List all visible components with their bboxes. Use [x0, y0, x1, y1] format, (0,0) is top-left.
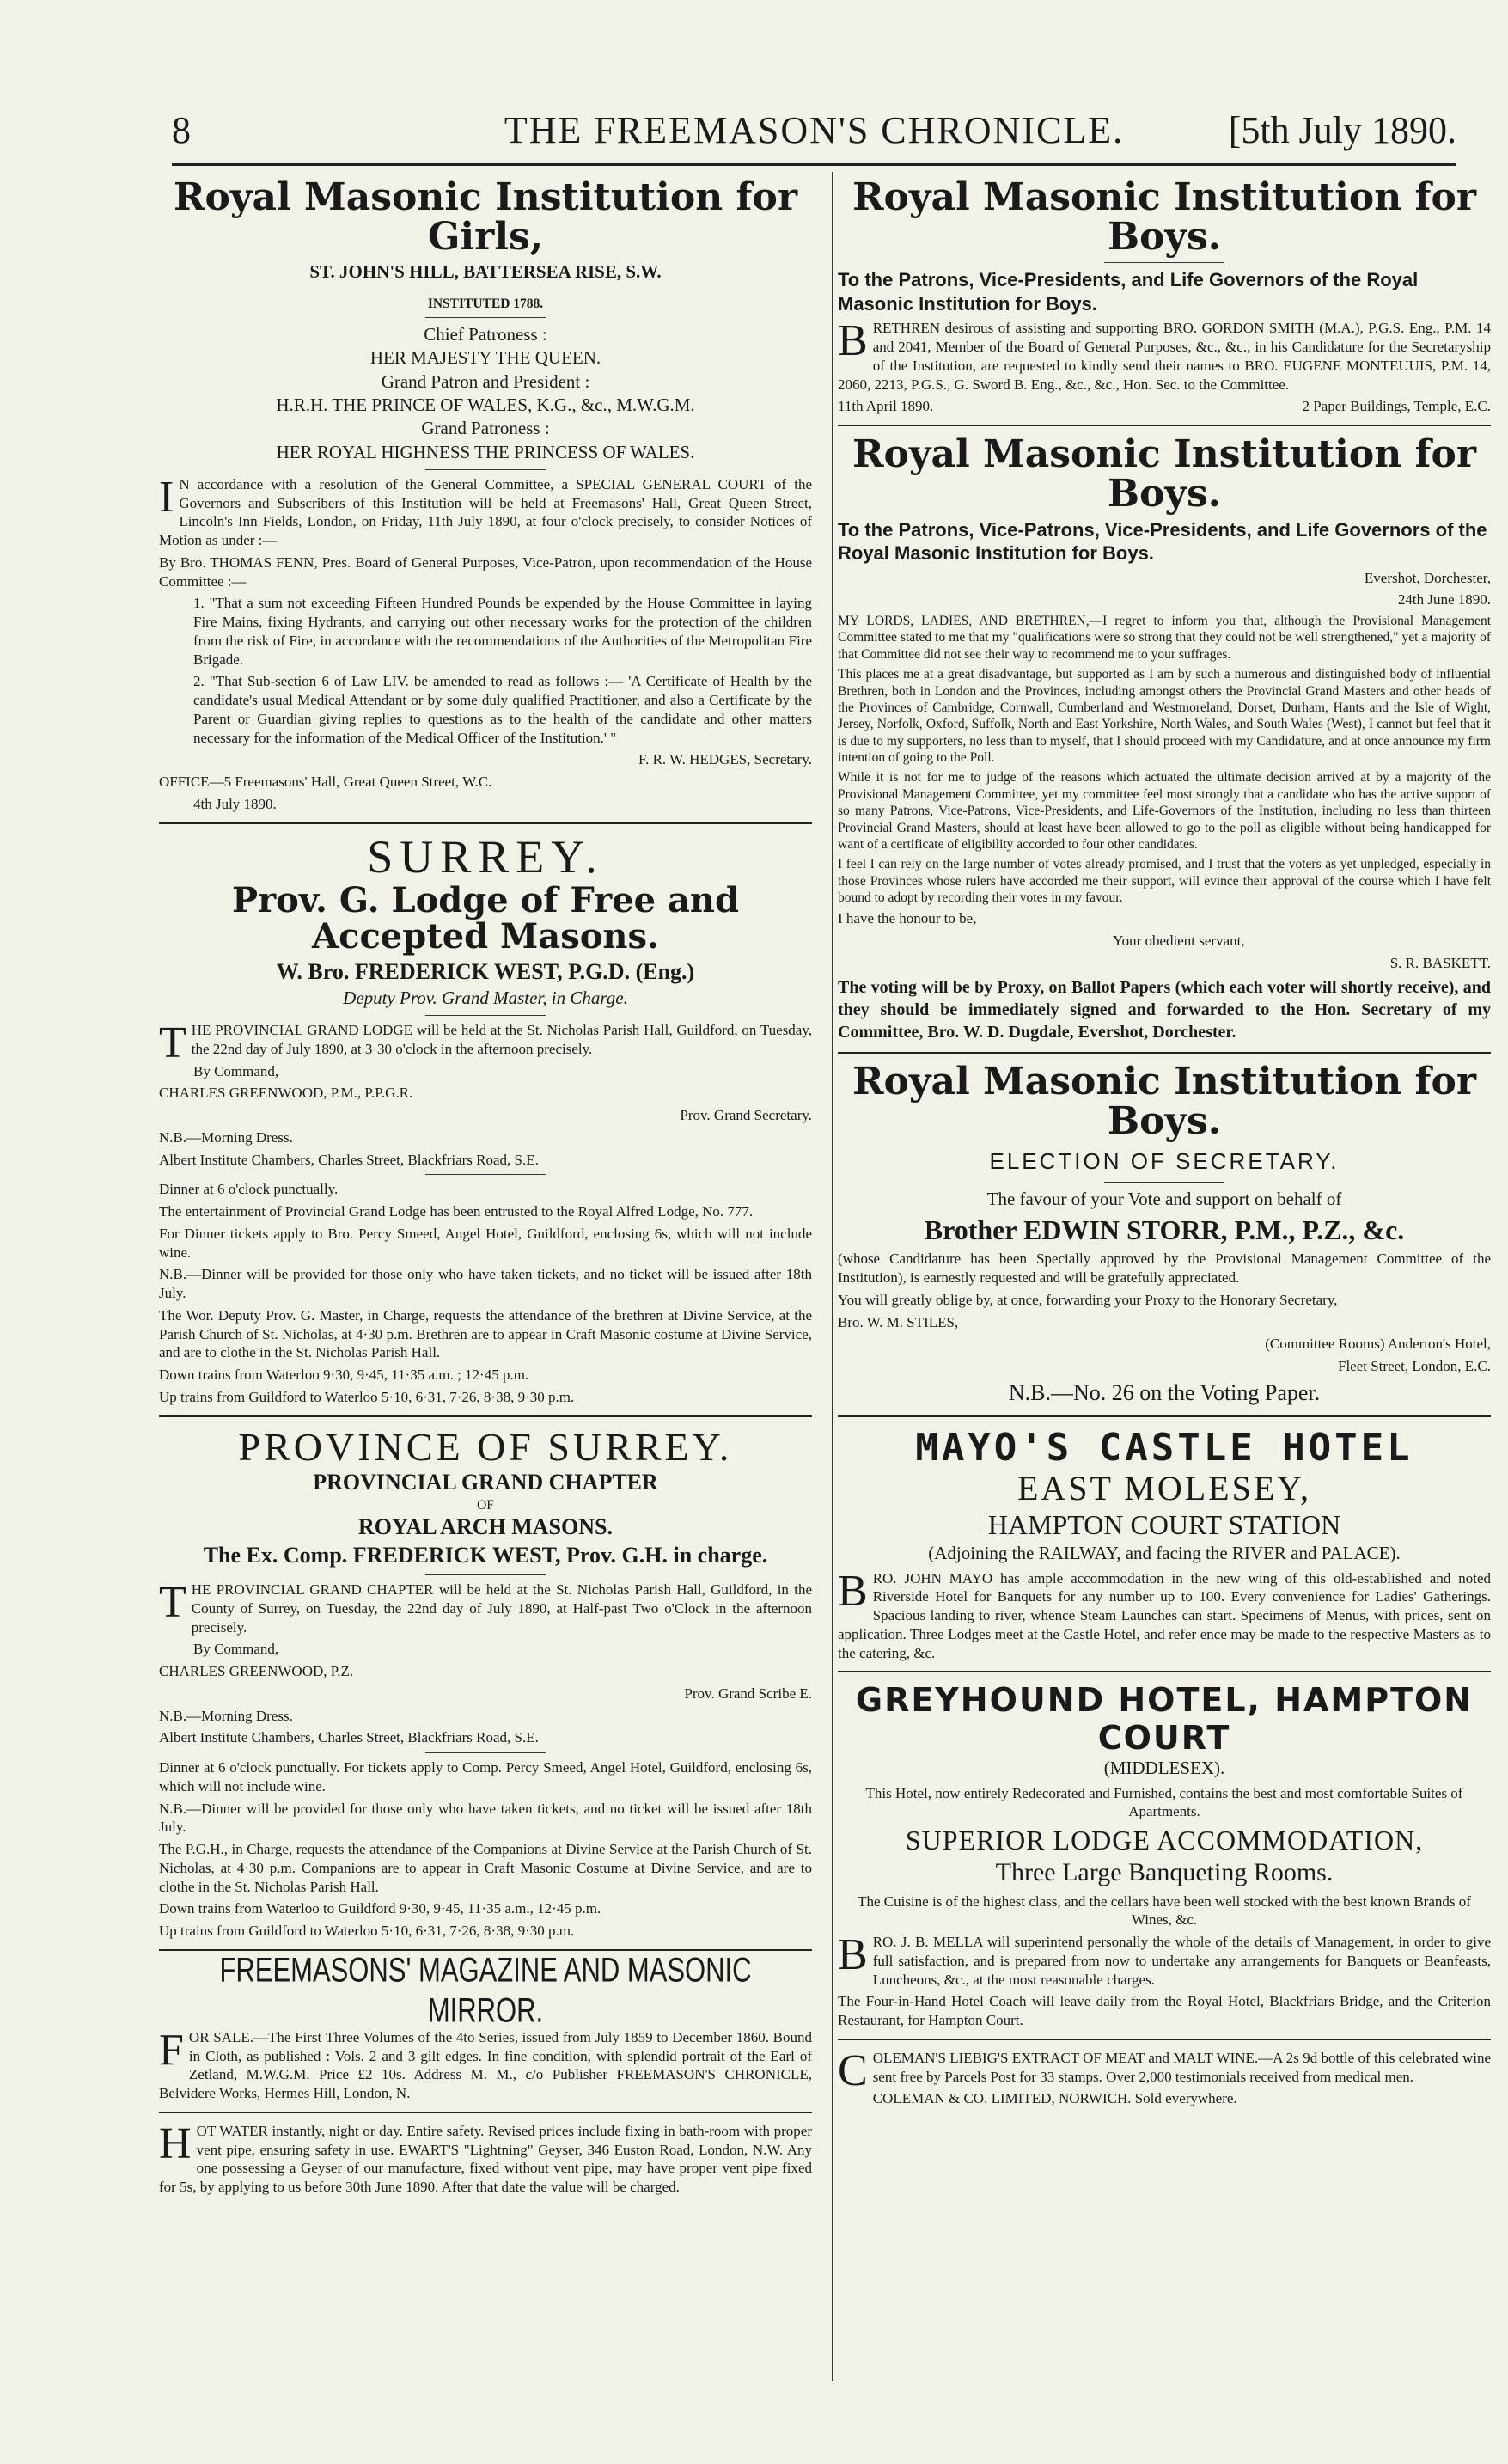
- greyhound-title: GREYHOUND HOTEL, HAMPTON COURT: [855, 1681, 1474, 1758]
- divider: [425, 1574, 546, 1575]
- chapter-up-trains: Up trains from Guildford to Waterloo 5·10, 6·31, 7·26, 8·38, 9·30 p.m.: [159, 1923, 575, 1940]
- boys-storr-notice: [838, 1059, 1491, 1408]
- hot-water-ad: [159, 2119, 812, 2197]
- boys1-footer: [838, 397, 1491, 416]
- girls-motion-intro: By Bro. THOMAS FENN, Pres. Board of General Purposes, Vice-Patron, upon recommendation of the House Committee :—: [159, 553, 812, 590]
- boys1-address: To the Patrons, Vice-Presidents, and Life Governors of the Royal Masonic Institution for Boys.: [838, 269, 1419, 315]
- column-divider: [832, 172, 833, 2381]
- mayo-station: HAMPTON COURT STATION: [987, 1509, 1341, 1541]
- chapter-service: The P.G.H., in Charge, requests the attendance of the Companions at Divine Service at the Parish Church of St. Nicholas, at 4·30 p.m. Companions are to appear in Craft Masonic Costume at Divine Service, and are to clothe in the St. Nicholas Parish Hall.: [159, 1841, 812, 1895]
- boys1-date: 11th April 1890.: [838, 398, 934, 415]
- coleman-firm: COLEMAN & CO. LIMITED, NORWICH. Sold everywhere.: [872, 2090, 1237, 2107]
- boys2-close1: I have the honour to be,: [838, 910, 977, 927]
- greyhound-hotel-ad: [838, 1681, 1491, 2030]
- magazine-ad: [159, 1949, 812, 2103]
- surrey-up-trains: Up trains from Guildford to Waterloo 5·10, 6·31, 7·26, 8·38, 9·30 p.m.: [159, 1388, 575, 1405]
- girls-signature: F. R. W. HEDGES, Secretary.: [638, 751, 812, 768]
- greyhound-cuisine: The Cuisine is of the highest class, and the cellars have been well stocked with the best known Brands of Wines, &c.: [858, 1892, 1471, 1929]
- divider: [159, 2112, 812, 2113]
- mayo-body: BRO. JOHN MAYO has ample accommodation in the new wing of this old-established and noted Riverside Hotel for Banquets for any number up to 100. Every convenience for Ladies' Gatherings. Spacious landing to river, whence Steam Launches can start. Specimens of Menus, with prices, sent on application. Three Lodges meet at the Castle Hotel, and refer ence may be made to the respective Masters as to the catering, &c.: [838, 1566, 1491, 1661]
- surrey-chapter-notice: [159, 1426, 812, 1941]
- issue-date: [5th July 1890.: [1228, 109, 1456, 151]
- mayo-place: EAST MOLESEY,: [1017, 1469, 1311, 1508]
- president: H.R.H. THE PRINCE OF WALES, K.G., &c., M.W.G.M.: [276, 394, 695, 415]
- boys2-title: Royal Masonic Institution for Boys.: [852, 432, 1477, 517]
- page-number: 8: [172, 109, 191, 151]
- boys3-brother: Brother EDWIN STORR, P.M., P.Z., &c.: [924, 1214, 1405, 1246]
- girls-title: Royal Masonic Institution for Girls,: [173, 176, 798, 260]
- boys1-title: Royal Masonic Institution for Boys.: [852, 176, 1477, 260]
- boys2-date: 24th June 1890.: [1397, 591, 1491, 608]
- chapter-scribe-title: Prov. Grand Scribe E.: [684, 1684, 812, 1702]
- divider: [425, 469, 546, 470]
- chapter-heading: PROVINCE OF SURREY.: [238, 1424, 733, 1469]
- chapter-command: By Command,: [193, 1641, 279, 1658]
- boys3-election: ELECTION OF SECRETARY.: [989, 1148, 1340, 1174]
- chapter-down-trains: Down trains from Waterloo to Guildford 9·30, 9·45, 11·35 a.m., 12·45 p.m.: [159, 1900, 601, 1917]
- girls-office-date: 4th July 1890.: [193, 795, 277, 812]
- surrey-dress: N.B.—Morning Dress.: [159, 1128, 293, 1146]
- surrey-service: The Wor. Deputy Prov. G. Master, in Charge, requests the attendance of the brethren at Divine Service, at the Parish Church of St. Nicholas, at 4·30 p.m. Brethren are to appear in Craft Masonic costume at Divine Service, and are to clothe in the St. Nicholas Parish Hall.: [159, 1306, 812, 1361]
- surrey-command: By Command,: [193, 1062, 279, 1079]
- chapter-dinner: Dinner at 6 o'clock punctually. For tickets apply to Comp. Percy Smeed, Angel Hotel, Guildford, enclosing 6s, which will not include wine.: [159, 1759, 812, 1795]
- surrey-address: Albert Institute Chambers, Charles Street, Blackfriars Road, S.E.: [159, 1151, 539, 1168]
- boys2-para4: I feel I can rely on the large number of votes already promised, and I trust that the voters as yet unpledged, especially in those Provinces whose rulers have accorded me their support, will evince their approval of the course which I have felt bound to adopt by recording their votes in my favour.: [838, 857, 1491, 905]
- chapter-address: Albert Institute Chambers, Charles Street, Blackfriars Road, S.E.: [159, 1729, 539, 1746]
- surrey-entertainment: The entertainment of Provincial Grand Lodge has been entrusted to the Royal Alfred Lodge, No. 777.: [159, 1203, 754, 1220]
- greyhound-accommodation: SUPERIOR LODGE ACCOMMODATION,: [905, 1825, 1424, 1856]
- divider: [838, 2039, 1491, 2040]
- divider: [838, 1415, 1491, 1417]
- girls-address: ST. JOHN'S HILL, BATTERSEA RISE, S.W.: [309, 261, 662, 283]
- boys2-para3: While it is not for me to judge of the reasons which actuated the ultimate decision arrived at by a majority of the Provisional Management Committee, yet my committee feel most strongly that a candidate who has the active support of so many Patrons, Vice-Patrons, Vice-Presidents, and Life-Governors of the Institution, including no less than thirteen Provincial Grand Masters, should at least have been allowed to go to the poll as eligible without being handicapped for want of a certificate of eligibility accorded to four other candidates.: [838, 770, 1491, 852]
- divider: [1104, 1182, 1224, 1183]
- coleman-body: COLEMAN'S LIEBIG'S EXTRACT OF MEAT and MALT WINE.—A 2s 9d bottle of this celebrated wine sent free by Parcels Post for 33 stamps. Over 2,000 testimonials received from medical men.: [838, 2045, 1491, 2095]
- boys2-voting-note: The voting will be by Proxy, on Ballot Papers (which each voter will shortly receive), and they should be immediately signed and forwarded to the Hon. Secretary of my Committee, Bro. W. D. Dugdale, Evershot, Dorchester.: [838, 977, 1491, 1042]
- surrey-heading: SURREY.: [367, 830, 604, 883]
- surrey-down-trains: Down trains from Waterloo 9·30, 9·45, 11·35 a.m. ; 12·45 p.m.: [159, 1367, 529, 1384]
- divider: [425, 1015, 546, 1016]
- divider: [425, 1752, 546, 1753]
- boys2-address: To the Patrons, Vice-Patrons, Vice-Presidents, and Life Governors of the Royal Masonic Institution for Boys.: [838, 518, 1487, 564]
- mayo-adjoining: (Adjoining the RAILWAY, and facing the RIVER and PALACE).: [928, 1543, 1401, 1564]
- boys2-para2: This places me at a great disadvantage, but supported as I am by such a numerous and distinguished body of influential Brethren, both in London and the Provinces, including amongst others the Provincial Grand Masters and other heads of the Provinces of Cambridge, Cornwall, Cumberland and Westmoreland, Dorset, Durham, Hants and the Isle of Wight, Jersey, Norfolk, Oxford, Suffolk, North and East Yorkshire, North Wales, and South Wales (West), I cannot but feel that it is due to my supporters, no less than to myself, that I should proceed with my Candidature, and at once announce my firm intention of going to the Poll.: [838, 667, 1491, 765]
- surrey-dinner: Dinner at 6 o'clock punctually.: [159, 1181, 339, 1198]
- mayo-title: MAYO'S CASTLE HOTEL: [915, 1426, 1413, 1470]
- boys3-nb: N.B.—No. 26 on the Voting Paper.: [1008, 1379, 1321, 1405]
- grand-patroness-label: Grand Patroness :: [421, 418, 550, 439]
- boys-gordon-smith-notice: [838, 178, 1491, 416]
- magazine-heading: FREEMASONS' MAGAZINE AND MASONIC MIRROR.: [219, 1949, 752, 2030]
- boys2-close2: Your obedient servant,: [1113, 932, 1245, 950]
- girls-institution-notice: [159, 178, 812, 814]
- divider: [425, 1174, 546, 1175]
- divider: [838, 425, 1491, 426]
- grand-patroness: HER ROYAL HIGHNESS THE PRINCESS OF WALES.: [276, 441, 695, 462]
- chapter-companion: The Ex. Comp. FREDERICK WEST, Prov. G.H. in charge.: [203, 1542, 768, 1568]
- greyhound-coach: The Four-in-Hand Hotel Coach will leave daily from the Royal Hotel, Blackfriars Bridge, and the Criterion Restaurant, for Hampton Court.: [838, 1993, 1491, 2029]
- girls-office: OFFICE—5 Freemasons' Hall, Great Queen Street, W.C.: [159, 773, 492, 791]
- president-label: Grand Patron and President :: [381, 370, 590, 392]
- girls-body: IN accordance with a resolution of the General Committee, a SPECIAL GENERAL COURT of the Governors and Subscribers of this Institution will be held at Freemasons' Hall, Great Queen Street, Lincoln's Inn Fields, London, on Friday, 11th July 1890, at four o'clock precisely, to consider Notices of Motion as under :—: [159, 472, 812, 549]
- chapter-scribe: CHARLES GREENWOOD, P.Z.: [159, 1663, 354, 1680]
- divider: [1104, 262, 1224, 263]
- chapter-sub1: PROVINCIAL GRAND CHAPTER: [313, 1470, 658, 1495]
- patroness-label: Chief Patroness :: [424, 324, 547, 345]
- surrey-body: THE PROVINCIAL GRAND LODGE will be held at the St. Nicholas Parish Hall, Guildford, on Tuesday, the 22nd day of July 1890, at 3·30 o'clock in the afternoon precisely.: [159, 1018, 812, 1068]
- patroness: HER MAJESTY THE QUEEN.: [369, 347, 601, 369]
- chapter-dress: N.B.—Morning Dress.: [159, 1707, 293, 1724]
- boys1-place: 2 Paper Buildings, Temple, E.C.: [1302, 398, 1491, 415]
- boys3-bro: Bro. W. M. STILES,: [838, 1313, 959, 1330]
- surrey-secretary: CHARLES GREENWOOD, P.M., P.P.G.R.: [159, 1085, 413, 1102]
- chapter-sub2: ROYAL ARCH MASONS.: [358, 1514, 613, 1540]
- boys2-signature: S. R. BASKETT.: [1389, 954, 1491, 971]
- newspaper-title: THE FREEMASON'S CHRONICLE.: [504, 109, 1125, 151]
- surrey-tickets: For Dinner tickets apply to Bro. Percy Smeed, Angel Hotel, Guildford, enclosing 6s, which will not include wine.: [159, 1225, 812, 1261]
- divider: [159, 822, 812, 824]
- boys3-rooms: (Committee Rooms) Anderton's Hotel,: [1265, 1336, 1491, 1353]
- divider: [838, 1052, 1491, 1054]
- chapter-of: OF: [477, 1497, 494, 1513]
- boys3-body: (whose Candidature has been Specially approved by the Provisional Management Committee of the Institution), is earnestly requested and will be gratefully appreciated.: [838, 1250, 1491, 1287]
- boys3-title: Royal Masonic Institution for Boys.: [852, 1059, 1477, 1143]
- page-header: [172, 103, 1456, 166]
- surrey-blackletter: Prov. G. Lodge of Free and Accepted Masons.: [232, 880, 739, 957]
- surrey-secretary-title: Prov. Grand Secretary.: [680, 1107, 812, 1124]
- mayo-hotel-ad: [838, 1426, 1491, 1662]
- divider: [159, 1415, 812, 1417]
- surrey-lodge-notice: [159, 830, 812, 1407]
- boys3-body2: You will greatly oblige by, at once, forwarding your Proxy to the Honorary Secretary,: [838, 1291, 1338, 1308]
- surrey-deputy: Deputy Prov. Grand Master, in Charge.: [343, 987, 628, 1008]
- magazine-body: FOR SALE.—The First Three Volumes of the 4to Series, issued from July 1859 to December 1860. Bound in Cloth, as published : Vols. 2 and 3 gilt edges. In fine condition, with splendid portrait of the Earl of Zetland, M.W.G.M. Price £2 10s. Address M. M., c/o Publisher FREEMASON'S CHRONICLE, Belvidere Works, Hermes Hill, London, N.: [159, 2025, 812, 2102]
- right-column: [838, 176, 1491, 2342]
- divider: [425, 317, 546, 318]
- hot-water-body: HOT WATER instantly, night or day. Entire safety. Revised prices include fixing in bath-room with proper vent pipe, ensuring safety in use. EWART'S "Lightning" Geyser, 346 Euston Road, London, N.W. Any one possessing a Geyser of our manufacture, fixed without vent pipe, may have proper vent pipe fixed for 5s, by applying to us before 30th June 1890. After that date the value will be charged.: [159, 2119, 812, 2196]
- boys-baskett-notice: [838, 432, 1491, 1043]
- greyhound-mella: BRO. J. B. MELLA will superintend personally the whole of the details of Management, in order to give full satisfaction, and is prepared from now to undertake any arrangements for Banquets or Beanfeasts, Luncheons, &c., at the most reasonable charges.: [838, 1930, 1491, 1988]
- girls-motion-2: 2. "That Sub-section 6 of Law LIV. be amended to read as follows :— 'A Certificate of Health by the candidate's usual Medical Attendant or by some duly qualified Practitioner, and also a Certificate by the Parent or Guardian giving replies to questions as to the health of the candidate and other matters necessary for the information of the Medical Officer of the Institution.' ": [193, 673, 812, 746]
- surrey-master: W. Bro. FREDERICK WEST, P.G.D. (Eng.): [276, 959, 695, 985]
- greyhound-rooms: Three Large Banqueting Rooms.: [995, 1858, 1334, 1887]
- chapter-nb: N.B.—Dinner will be provided for those only who have taken tickets, and no ticket will be issued after 18th July.: [159, 1800, 812, 1836]
- coleman-ad: [838, 2045, 1491, 2108]
- boys3-street: Fleet Street, London, E.C.: [1337, 1358, 1491, 1375]
- boys1-body: BRETHREN desirous of assisting and supporting BRO. GORDON SMITH (M.A.), P.G.S. Eng., P.M. 14 and 2041, Member of the Board of General Purposes, &c., &c., in his Candidature for the Secretaryship of the Institution, are requested to kindly send their names to BRO. EUGENE MONTEUUIS, P.M. 14, 2060, 2213, P.G.S., G. Sword B. Eng., &c., &c., Hon. Sec. to the Committee.: [838, 316, 1491, 393]
- chapter-body: THE PROVINCIAL GRAND CHAPTER will be held at the St. Nicholas Parish Hall, Guildford, in the County of Surrey, on Tuesday, the 22nd day of July 1890, at Half-past Two o'Clock in the afternoon precisely.: [159, 1578, 812, 1636]
- greyhound-intro: This Hotel, now entirely Redecorated and Furnished, contains the best and most comfortable Suites of Apartments.: [865, 1784, 1463, 1820]
- girls-motion-1: 1. "That a sum not exceeding Fifteen Hundred Pounds be expended by the House Committee in laying Fire Mains, fixing Hydrants, and carrying out other necessary works for the protection of the children from the risk of Fire, in accordance with the recommendations of the Authorities of the Metropolitan Fire Brigade.: [193, 595, 812, 668]
- boys3-favour: The favour of your Vote and support on behalf of: [986, 1189, 1342, 1209]
- left-column: [159, 176, 812, 2376]
- girls-instituted: INSTITUTED 1788.: [427, 296, 544, 311]
- boys2-para1: MY LORDS, LADIES, AND BRETHREN,—I regret to inform you that, although the Provisional Management Committee stated to me that my "qualifications were so strong that they could not be well strengthened," yet a majority of that Committee did not see their way to recommend me to your suffrages.: [838, 614, 1491, 662]
- boys2-place: Evershot, Dorchester,: [1364, 569, 1491, 586]
- divider: [838, 1671, 1491, 1672]
- greyhound-middlesex: (MIDDLESEX).: [1103, 1758, 1225, 1779]
- surrey-nb: N.B.—Dinner will be provided for those only who have taken tickets, and no ticket will be issued after 18th July.: [159, 1266, 812, 1302]
